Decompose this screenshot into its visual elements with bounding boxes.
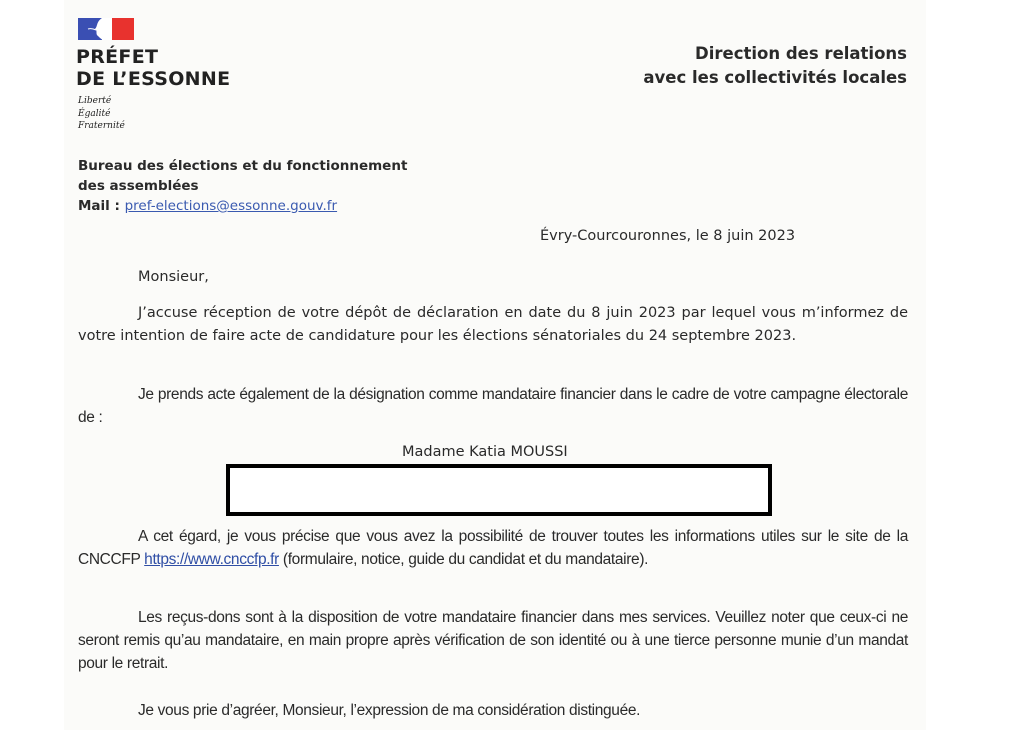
bureau-mail	[78, 196, 407, 216]
paragraph-designation	[78, 383, 908, 429]
paragraph-receipts-text: Les reçus-dons sont à la disposition de votre mandataire financier dans mes services. Veuillez noter que ceux-ci ne seront remis qu’au mandataire, en main propre après vérification de son identité ou à une tierce personne munie d’un mandat pour le retrait.	[78, 609, 908, 672]
place-date: Évry-Courcouronnes, le 8 juin 2023	[540, 228, 796, 244]
bureau-line2: des assemblées	[78, 178, 199, 194]
mandataire-name: Madame Katia MOUSSI	[402, 444, 568, 460]
motto-egalite: Égalité	[78, 108, 111, 119]
paragraph-receipts	[78, 606, 908, 675]
direction-line1: Direction des relations	[695, 44, 907, 63]
mail-link[interactable]: pref-elections@essonne.gouv.fr	[124, 198, 338, 214]
salutation: Monsieur,	[138, 269, 209, 285]
redacted-box	[226, 464, 772, 516]
paragraph-acknowledgement	[78, 302, 908, 348]
cnccfp-link[interactable]: https://www.cnccfp.fr	[144, 551, 279, 568]
marianne-flag-icon	[78, 18, 134, 40]
paragraph-cnccfp-text-after: (formulaire, notice, guide du candidat et du mandataire).	[278, 551, 649, 568]
paragraph-cnccfp	[78, 525, 908, 571]
closing-text: Je vous prie d’agréer, Monsieur, l’expression de ma considération distinguée.	[138, 702, 641, 719]
mail-label: Mail :	[78, 198, 120, 214]
direction-heading	[643, 42, 907, 90]
motto-fraternite: Fraternité	[78, 121, 125, 131]
prefecture-title-line1: PRÉFET	[76, 46, 159, 68]
prefecture-title-line2: DE L’ESSONNE	[76, 68, 231, 90]
closing-formula	[78, 699, 908, 722]
republic-motto	[78, 95, 125, 133]
motto-liberte: Liberté	[78, 96, 112, 106]
paragraph-acknowledgement-text: J’accuse réception de votre dépôt de déclaration en date du 8 juin 2023 par lequel vous m’informez de votre intention de faire acte de candidature pour les élections sénatoriales du 24 septembre 2023.	[78, 305, 908, 344]
salutation-block	[78, 266, 908, 289]
bureau-line1: Bureau des élections et du fonctionnement	[78, 158, 408, 174]
prefecture-title	[76, 46, 230, 90]
bureau-block	[78, 156, 407, 216]
direction-line2: avec les collectivités locales	[643, 68, 907, 87]
paragraph-designation-text: Je prends acte également de la désignation comme mandataire financier dans le cadre de votre campagne électorale de :	[78, 386, 908, 426]
paragraph-cnccfp-text-before: A cet égard, je vous précise que vous avez la possibilité de trouver toutes les informations utiles sur le site de la CNCCFP	[78, 528, 908, 568]
